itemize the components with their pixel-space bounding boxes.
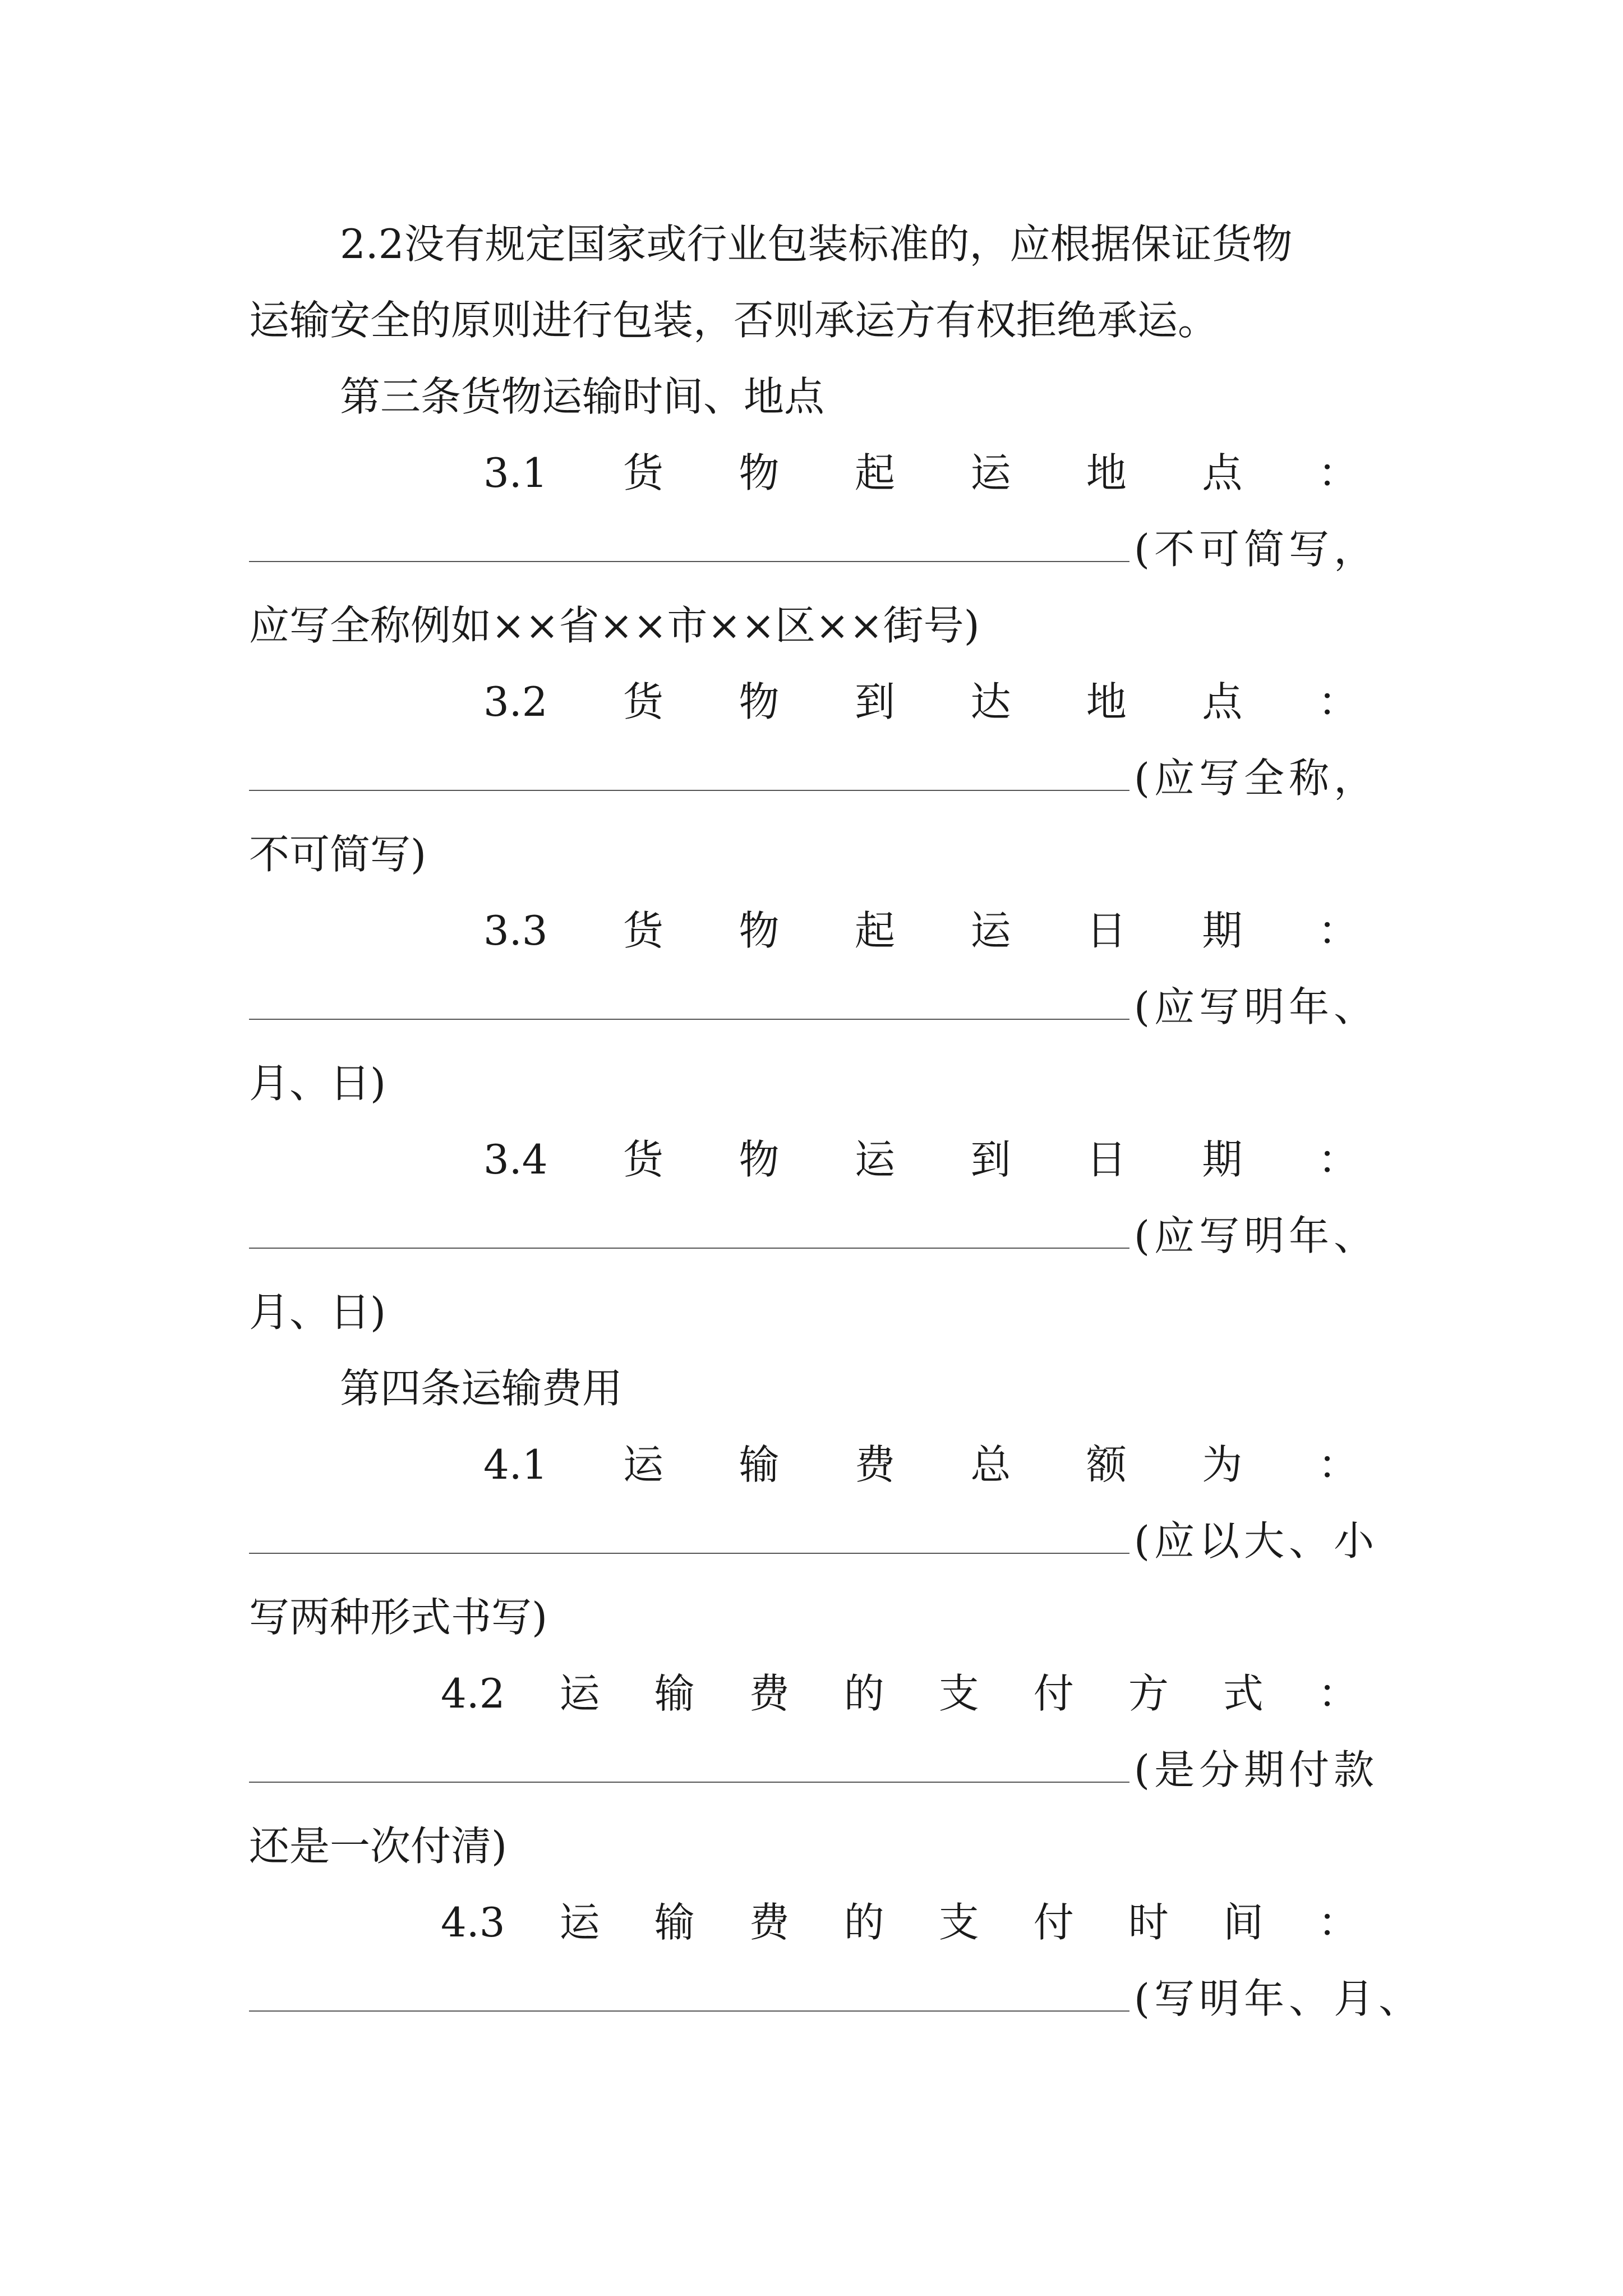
item-4-2-token: 付 xyxy=(1033,1670,1074,1717)
item-3-4-token: 货 xyxy=(623,1136,663,1183)
item-3-4-token: 期 xyxy=(1202,1136,1243,1183)
item-3-4-token: 运 xyxy=(854,1136,895,1183)
item-4-1-token: 输 xyxy=(739,1441,780,1488)
item-3-4-label xyxy=(483,1129,1358,1190)
item-4-3-token: 输 xyxy=(654,1899,695,1946)
item-4-1-token: 运 xyxy=(623,1441,663,1488)
item-3-3-token: ： xyxy=(1317,907,1358,954)
item-4-2-fill-row xyxy=(249,1739,1410,1801)
item-4-3-token: 间 xyxy=(1223,1899,1264,1946)
item-4-1-token: ： xyxy=(1317,1441,1358,1488)
item-4-1-token: 4.1 xyxy=(483,1441,548,1488)
item-3-1-token: 运 xyxy=(970,449,1011,496)
item-4-3-token: ： xyxy=(1317,1899,1358,1946)
item-3-1-note: (不可简写， xyxy=(1134,526,1379,573)
item-4-2-token: 方 xyxy=(1128,1670,1169,1717)
item-3-2-token: 到 xyxy=(854,678,895,725)
item-3-3-continuation: 月、日) xyxy=(249,1060,386,1107)
item-3-4-token: 物 xyxy=(739,1136,780,1183)
item-4-2-label xyxy=(441,1663,1358,1724)
item-4-2-token: ： xyxy=(1317,1670,1358,1717)
item-3-4-token: 到 xyxy=(970,1136,1011,1183)
item-4-3-token: 时 xyxy=(1128,1899,1169,1946)
item-3-1-continuation: 应写全称例如××省××市××区××街号) xyxy=(249,602,980,649)
item-4-1-token: 费 xyxy=(854,1441,895,1488)
item-3-2-continuation: 不可简写) xyxy=(249,831,427,878)
item-4-1-fill-row xyxy=(249,1510,1410,1572)
item-4-1-note: (应以大、小 xyxy=(1134,1517,1379,1565)
item-3-3-fill-row xyxy=(249,976,1410,1038)
item-4-3-token: 支 xyxy=(938,1899,979,1946)
item-3-2-blank-line xyxy=(249,790,1129,791)
article-3-heading: 第三条货物运输时间、地点 xyxy=(340,373,825,420)
item-3-1-token: 起 xyxy=(854,449,895,496)
item-3-2-token: ： xyxy=(1317,678,1358,725)
item-3-1-token: ： xyxy=(1317,449,1358,496)
article-4-heading: 第四条运输费用 xyxy=(340,1365,623,1412)
item-4-2-note: (是分期付款 xyxy=(1134,1746,1379,1793)
item-4-1-token: 总 xyxy=(970,1441,1011,1488)
item-3-3-blank-line xyxy=(249,1019,1129,1020)
item-4-3-label xyxy=(441,1892,1358,1953)
item-3-1-token: 物 xyxy=(739,449,780,496)
item-3-4-token: 日 xyxy=(1086,1136,1127,1183)
item-4-1-token: 为 xyxy=(1202,1441,1243,1488)
item-3-2-note: (应写全称， xyxy=(1134,754,1379,802)
item-4-1-blank-line xyxy=(249,1553,1129,1554)
item-3-3-token: 起 xyxy=(854,907,895,954)
item-3-3-note: (应写明年、 xyxy=(1134,983,1379,1030)
item-3-4-token: 3.4 xyxy=(483,1136,548,1183)
item-3-3-token: 期 xyxy=(1202,907,1243,954)
item-4-3-token: 费 xyxy=(749,1899,790,1946)
item-3-2-token: 货 xyxy=(623,678,663,725)
item-3-1-fill-row xyxy=(249,518,1410,580)
item-3-2-token: 点 xyxy=(1202,678,1243,725)
item-3-3-token: 货 xyxy=(623,907,663,954)
item-3-1-token: 点 xyxy=(1202,449,1243,496)
item-3-3-token: 物 xyxy=(739,907,780,954)
item-3-4-blank-line xyxy=(249,1248,1129,1249)
item-4-3-token: 的 xyxy=(843,1899,884,1946)
item-3-1-blank-line xyxy=(249,561,1129,562)
item-4-3-fill-row xyxy=(249,1968,1424,2030)
paragraph-2-2-line1: 2.2没有规定国家或行业包装标准的，应根据保证货物 xyxy=(340,220,1293,268)
item-4-3-token: 运 xyxy=(559,1899,600,1946)
item-4-2-continuation: 还是一次付清) xyxy=(249,1823,508,1870)
item-4-3-note: (写明年、月、 xyxy=(1134,1975,1424,2022)
item-3-1-token: 地 xyxy=(1086,449,1127,496)
item-4-3-token: 付 xyxy=(1033,1899,1074,1946)
item-3-3-label xyxy=(483,900,1358,961)
paragraph-2-2-line2: 运输安全的原则进行包装，否则承运方有权拒绝承运。 xyxy=(249,297,1219,344)
item-4-1-label xyxy=(483,1434,1358,1496)
item-3-4-continuation: 月、日) xyxy=(249,1289,386,1336)
item-3-3-token: 3.3 xyxy=(483,907,548,954)
item-3-4-fill-row xyxy=(249,1205,1410,1267)
item-3-4-token: ： xyxy=(1317,1136,1358,1183)
item-3-3-token: 运 xyxy=(970,907,1011,954)
item-4-3-blank-line xyxy=(249,2010,1129,2012)
item-3-3-token: 日 xyxy=(1086,907,1127,954)
item-3-2-fill-row xyxy=(249,747,1410,809)
item-4-2-blank-line xyxy=(249,1782,1129,1783)
item-3-2-label xyxy=(483,671,1358,733)
item-4-2-token: 运 xyxy=(559,1670,600,1717)
item-3-1-label xyxy=(483,442,1358,504)
item-3-2-token: 地 xyxy=(1086,678,1127,725)
item-4-2-token: 的 xyxy=(843,1670,884,1717)
item-4-2-token: 输 xyxy=(654,1670,695,1717)
item-3-4-note: (应写明年、 xyxy=(1134,1212,1379,1259)
item-4-1-token: 额 xyxy=(1086,1441,1127,1488)
item-4-2-token: 式 xyxy=(1223,1670,1264,1717)
item-3-2-token: 达 xyxy=(970,678,1011,725)
item-4-1-continuation: 写两种形式书写) xyxy=(249,1594,548,1641)
item-3-1-token: 3.1 xyxy=(483,449,548,496)
item-4-3-token: 4.3 xyxy=(441,1899,505,1946)
item-3-2-token: 3.2 xyxy=(483,678,548,725)
item-3-2-token: 物 xyxy=(739,678,780,725)
item-4-2-token: 费 xyxy=(749,1670,790,1717)
item-4-2-token: 4.2 xyxy=(441,1670,505,1717)
item-3-1-token: 货 xyxy=(623,449,663,496)
item-4-2-token: 支 xyxy=(938,1670,979,1717)
